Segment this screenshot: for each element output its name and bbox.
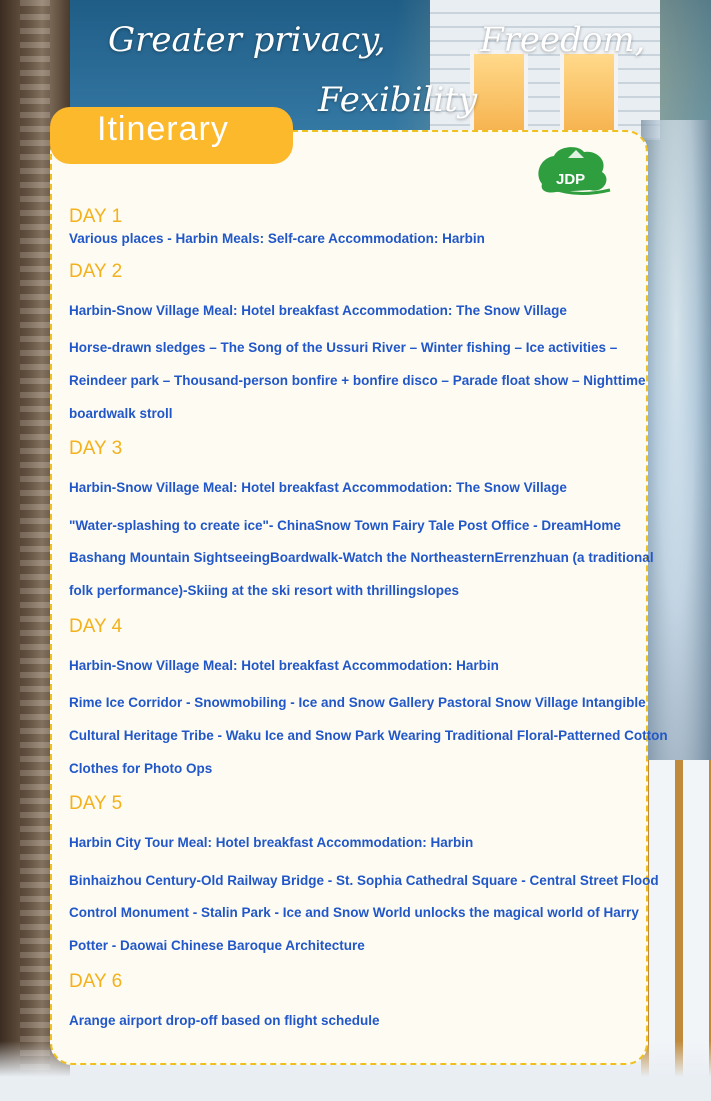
house-window — [470, 50, 528, 138]
day-label: DAY 5 — [69, 793, 123, 814]
activity-line: Horse-drawn sledges – The Song of the Ussuri River – Winter fishing – Ice activities – — [69, 340, 618, 355]
activity-line: "Water-splashing to create ice"- ChinaSnow Town Fairy Tale Post Office - DreamHome — [69, 518, 621, 533]
activity-line: boardwalk stroll — [69, 406, 173, 421]
day-info: Harbin City Tour Meal: Hotel breakfast Accommodation: Harbin — [69, 835, 474, 850]
day-label: DAY 1 — [69, 206, 123, 227]
activity-line: Clothes for Photo Ops — [69, 761, 213, 776]
activity-line: Potter - Daowai Chinese Baroque Architecture — [69, 938, 365, 953]
activity-line: Bashang Mountain SightseeingBoardwalk-Watch the NortheasternErrenzhuan (a traditional — [69, 550, 654, 565]
activity-line: folk performance)-Skiing at the ski resort with thrillingslopes — [69, 583, 460, 598]
pine-tree-logo-icon — [532, 144, 614, 204]
snowy-tree — [641, 120, 711, 820]
day-info: Harbin-Snow Village Meal: Hotel breakfast Accommodation: The Snow Village — [69, 303, 567, 318]
itinerary-title: Itinerary — [50, 107, 293, 164]
house-window — [560, 50, 618, 138]
activity-line: Binhaizhou Century-Old Railway Bridge - St. Sophia Cathedral Square - Central Street Flood — [69, 873, 659, 888]
day-label: DAY 2 — [69, 261, 123, 282]
slogan-part-3: Fexibility — [318, 80, 478, 120]
slogan-part-2: Freedom, — [480, 20, 646, 60]
activity-line: Reindeer park – Thousand-person bonfire + bonfire disco – Parade float show – Nighttime — [69, 373, 646, 388]
day-info: Arange airport drop-off based on flight schedule — [69, 1013, 380, 1028]
day-label: DAY 3 — [69, 438, 123, 459]
activity-line: Control Monument - Stalin Park - Ice and Snow World unlocks the magical world of Harry — [69, 905, 639, 920]
slogan-part-1: Greater privacy, — [108, 20, 386, 60]
day-label: DAY 4 — [69, 616, 123, 637]
day-info: Harbin-Snow Village Meal: Hotel breakfast Accommodation: Harbin — [69, 658, 499, 673]
logo-text: JDP — [556, 171, 586, 188]
activity-line: Cultural Heritage Tribe - Waku Ice and Snow Park Wearing Traditional Floral-Patterned Cotton — [69, 728, 668, 743]
day-label: DAY 6 — [69, 971, 123, 992]
activity-line: Rime Ice Corridor - Snowmobiling - Ice and Snow Gallery Pastoral Snow Village Intangible — [69, 695, 646, 710]
tree-bark-texture — [20, 0, 50, 1101]
day-info: Various places - Harbin Meals: Self-care Accommodation: Harbin — [69, 231, 485, 246]
day-info: Harbin-Snow Village Meal: Hotel breakfast Accommodation: The Snow Village — [69, 480, 567, 495]
